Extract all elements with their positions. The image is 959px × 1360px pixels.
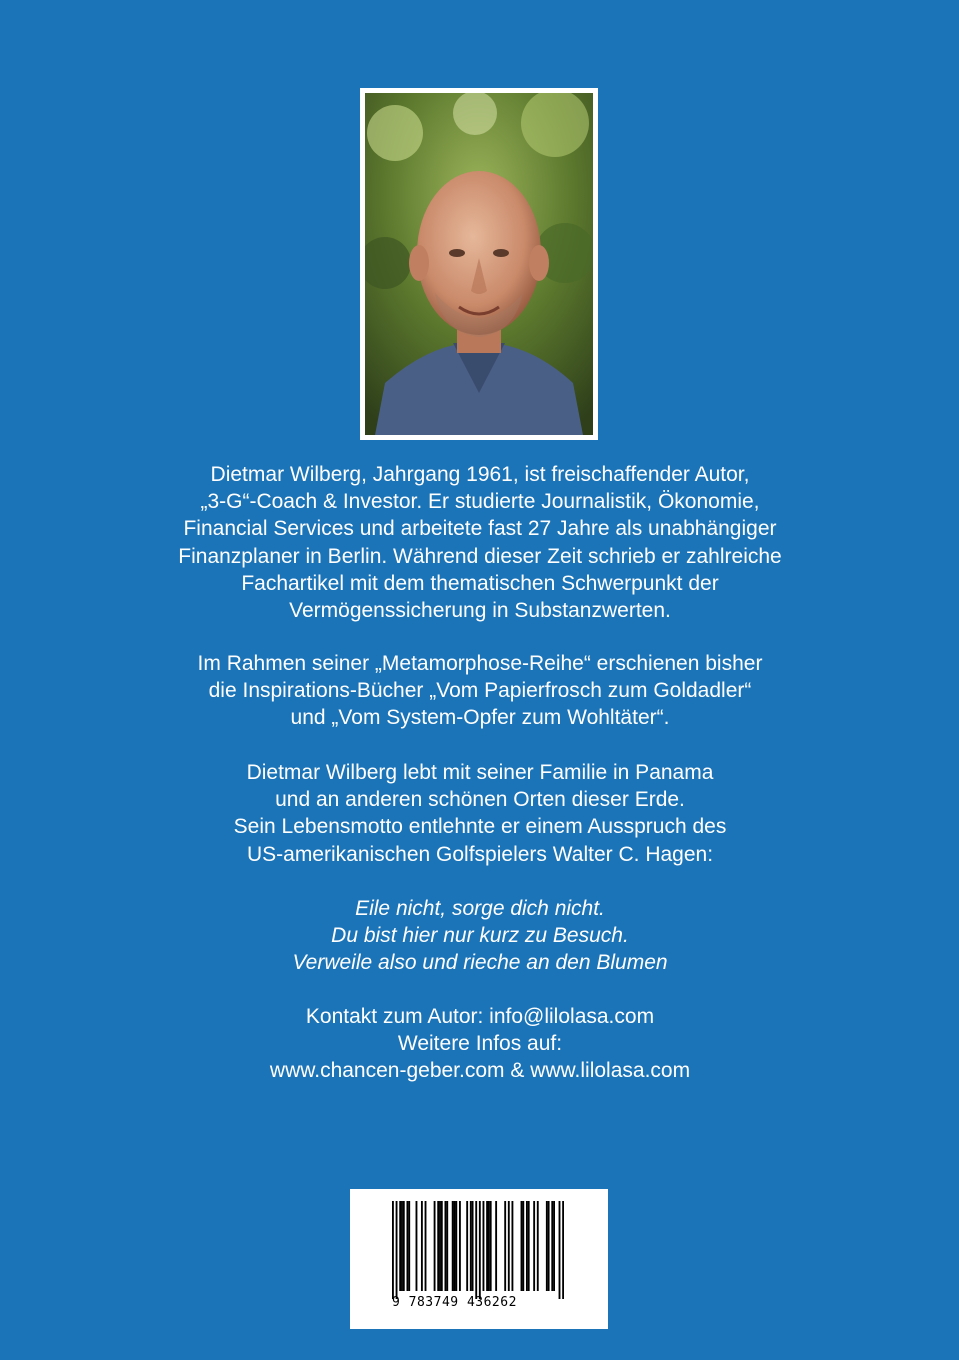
bio-line: Finanzplaner in Berlin. Während dieser Zeit schrieb er zahlreiche (178, 544, 782, 568)
barcode-bar (441, 1201, 443, 1291)
bio-line: Financial Services und arbeitete fast 27 Jahre als unabhängiger (183, 517, 777, 541)
barcode-bar (434, 1201, 436, 1291)
series-line: und „Vom System-Opfer zum Wohltäter“. (290, 706, 670, 730)
barcode-bars (392, 1201, 564, 1299)
series-line: Im Rahmen seiner „Metamorphose-Reihe“ erschienen bisher (197, 652, 763, 675)
barcode-bar (533, 1201, 535, 1291)
barcode-bar (548, 1201, 550, 1291)
barcode-bar (421, 1201, 423, 1291)
quote-line: Eile nicht, sorge dich nicht. (355, 897, 605, 920)
barcode-bar (508, 1201, 510, 1291)
barcode-bar (562, 1201, 564, 1299)
barcode-bar (396, 1201, 398, 1299)
barcode-bar (437, 1201, 439, 1291)
bottom-strip (0, 1336, 959, 1360)
barcode-bar (466, 1201, 468, 1291)
barcode-bar (401, 1201, 403, 1291)
contact-line: Kontakt zum Autor: info@lilolasa.com (305, 1005, 655, 1028)
motto-quote (80, 895, 880, 977)
barcode-bar (399, 1201, 401, 1291)
author-bio (80, 461, 880, 624)
barcode-bar (445, 1201, 447, 1291)
barcode-bar (490, 1201, 492, 1291)
life-line: US-amerikanischen Golfspielers Walter C. Hagen: (246, 842, 714, 866)
barcode-bar (537, 1201, 539, 1291)
barcode-bar (546, 1201, 548, 1291)
quote-line: Verweile also und rieche an den Blumen (292, 951, 668, 975)
bio-line: Dietmar Wilberg, Jahrgang 1961, ist freischaffender Autor, (210, 463, 750, 486)
barcode-bar (425, 1201, 427, 1291)
barcode-bar (553, 1201, 555, 1291)
barcode-bar (528, 1201, 530, 1291)
barcode-bar (479, 1201, 481, 1299)
barcode-bar (439, 1201, 441, 1291)
author-portrait-image (365, 93, 593, 435)
bio-line: Fachartikel mit dem thematischen Schwerpunkt der (241, 571, 719, 595)
barcode-bar (472, 1201, 474, 1291)
contact-info (80, 1003, 880, 1085)
barcode-bar (483, 1201, 485, 1291)
quote-line: Du bist hier nur kurz zu Besuch. (331, 924, 629, 948)
barcode-bar (521, 1201, 523, 1291)
barcode-bar (403, 1201, 405, 1291)
barcode-bar (470, 1201, 472, 1291)
barcode-bar (486, 1201, 488, 1291)
barcode-bar (559, 1201, 561, 1299)
author-photo-frame (360, 88, 598, 440)
barcode-bar (459, 1201, 461, 1291)
barcode-bar (416, 1201, 418, 1291)
barcode-bar (526, 1201, 528, 1291)
contact-line: www.chancen-geber.com & www.lilolasa.com (269, 1059, 691, 1083)
life-line: und an anderen schönen Orten dieser Erde. (275, 788, 685, 812)
barcode-bar (488, 1201, 490, 1291)
barcode-bar (522, 1201, 524, 1291)
series-line: die Inspirations-Bücher „Vom Papierfrosch zum Goldadler“ (208, 679, 752, 703)
life-paragraph (80, 759, 880, 868)
barcode-bar (455, 1201, 457, 1291)
barcode-bar (446, 1201, 448, 1291)
book-series (80, 650, 880, 732)
barcode-bar (475, 1201, 477, 1299)
barcode-bar (504, 1201, 506, 1291)
barcode-bar (408, 1201, 410, 1291)
isbn-barcode (350, 1189, 608, 1329)
bio-line: Vermögenssicherung in Substanzwerten. (289, 599, 671, 623)
barcode-bar (392, 1201, 394, 1299)
barcode-bar (406, 1201, 408, 1291)
barcode-bar (454, 1201, 456, 1291)
bio-line: „3-G“-Coach & Investor. Er studierte Journalistik, Ökonomie, (200, 490, 760, 514)
contact-line: Weitere Infos auf: (397, 1032, 563, 1056)
barcode-bar (452, 1201, 454, 1291)
life-line: Sein Lebensmotto entlehnte er einem Ausspruch des (233, 815, 727, 839)
barcode-bar (511, 1201, 513, 1291)
isbn-number: 9 783749 436262 (392, 1295, 517, 1310)
barcode-bar (551, 1201, 553, 1291)
barcode-bar (495, 1201, 497, 1291)
life-line: Dietmar Wilberg lebt mit seiner Familie in Panama (246, 761, 714, 784)
